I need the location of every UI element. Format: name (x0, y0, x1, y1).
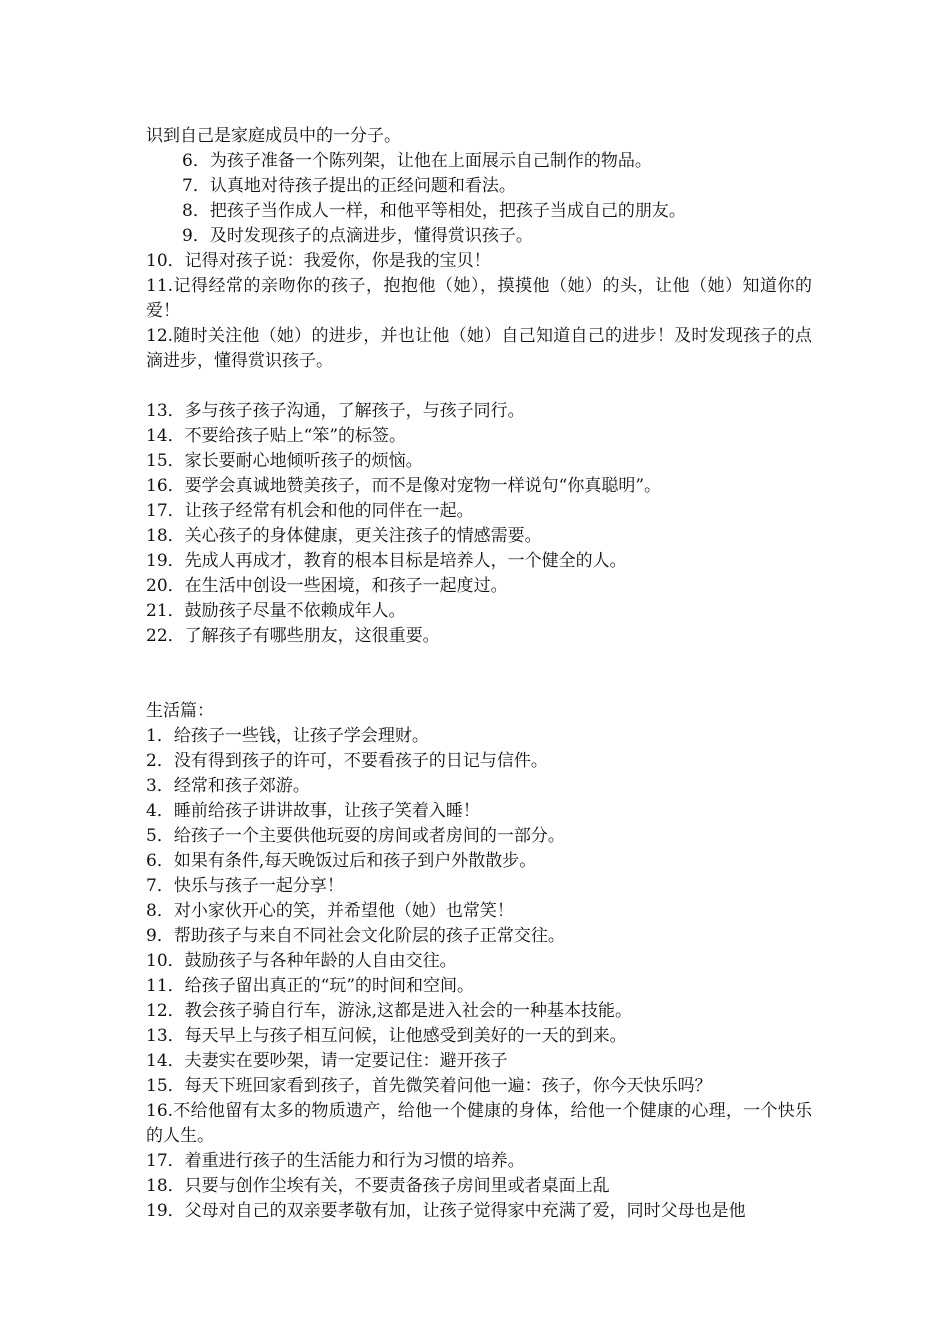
list-item: 11.记得经常的亲吻你的孩子，抱抱他（她），摸摸他（她）的头，让他（她）知道你的爱！ (146, 276, 812, 321)
list-item: 10．记得对孩子说：我爱你，你是我的宝贝！ (146, 251, 491, 271)
list-item: 2．没有得到孩子的许可，不要看孩子的日记与信件。 (146, 751, 548, 771)
list-item: 15．每天下班回家看到孩子，首先微笑着问他一遍：孩子，你今天快乐吗？ (146, 1076, 712, 1096)
list-item: 7．快乐与孩子一起分享！ (146, 876, 344, 896)
list-item: 9．帮助孩子与来自不同社会文化阶层的孩子正常交往。 (146, 926, 565, 946)
list-item: 12．教会孩子骑自行车，游泳,这都是进入社会的一种基本技能。 (146, 1001, 633, 1021)
list-item: 1．给孩子一些钱，让孩子学会理财。 (146, 726, 429, 746)
list-item: 10．鼓励孩子与各种年龄的人自由交往。 (146, 951, 457, 971)
list-item: 8．把孩子当作成人一样，和他平等相处，把孩子当成自己的朋友。 (182, 201, 686, 221)
list-item: 16.不给他留有太多的物质遗产，给他一个健康的身体，给他一个健康的心理，一个快乐的人生。 (146, 1101, 812, 1146)
list-item: 11．给孩子留出真正的“玩”的时间和空间。 (146, 976, 475, 996)
list-item: 17．着重进行孩子的生活能力和行为习惯的培养。 (146, 1151, 525, 1171)
text-line: 识到自己是家庭成员中的一分子。 (146, 126, 401, 146)
list-item: 9．及时发现孩子的点滴进步，懂得赏识孩子。 (182, 226, 533, 246)
list-item: 12.随时关注他（她）的进步，并也让他（她）自己知道自己的进步！及时发现孩子的点滴进步，懂得赏识孩子。 (146, 326, 812, 371)
list-item: 15．家长要耐心地倾听孩子的烦恼。 (146, 451, 423, 471)
list-item: 22．了解孩子有哪些朋友，这很重要。 (146, 626, 440, 646)
spacer (146, 649, 812, 699)
list-item: 7．认真地对待孩子提出的正经问题和看法。 (182, 176, 516, 196)
list-item: 16．要学会真诚地赞美孩子，而不是像对宠物一样说句“你真聪明”。 (146, 476, 662, 496)
list-item: 5．给孩子一个主要供他玩耍的房间或者房间的一部分。 (146, 826, 565, 846)
list-item: 6．为孩子准备一个陈列架，让他在上面展示自己制作的物品。 (182, 151, 652, 171)
list-item: 18．只要与创作尘埃有关，不要责备孩子房间里或者桌面上乱 (146, 1176, 610, 1196)
list-item: 21．鼓励孩子尽量不依赖成年人。 (146, 601, 406, 621)
list-item: 8．对小家伙开心的笑，并希望他（她）也常笑！ (146, 901, 514, 921)
list-item: 14．不要给孩子贴上“笨”的标签。 (146, 426, 407, 446)
list-item: 18．关心孩子的身体健康，更关注孩子的情感需要。 (146, 526, 542, 546)
list-item: 19．父母对自己的双亲要孝敬有加，让孩子觉得家中充满了爱，同时父母也是他 (146, 1201, 746, 1221)
list-item: 14．夫妻实在要吵架，请一定要记住：避开孩子 (146, 1051, 508, 1071)
list-item: 17．让孩子经常有机会和他的同伴在一起。 (146, 501, 474, 521)
list-item: 19．先成人再成才，教育的根本目标是培养人，一个健全的人。 (146, 551, 627, 571)
list-item: 4．睡前给孩子讲讲故事，让孩子笑着入睡！ (146, 801, 480, 821)
list-item: 3．经常和孩子郊游。 (146, 776, 310, 796)
list-item: 20．在生活中创设一些困境，和孩子一起度过。 (146, 576, 508, 596)
list-item: 6．如果有条件,每天晚饭过后和孩子到户外散散步。 (146, 851, 537, 871)
spacer (146, 374, 812, 399)
list-item: 13．每天早上与孩子相互问候，让他感受到美好的一天的到来。 (146, 1026, 627, 1046)
section-heading: 生活篇： (146, 701, 214, 721)
document-body (146, 124, 812, 1224)
list-item: 13．多与孩子孩子沟通，了解孩子，与孩子同行。 (146, 401, 525, 421)
